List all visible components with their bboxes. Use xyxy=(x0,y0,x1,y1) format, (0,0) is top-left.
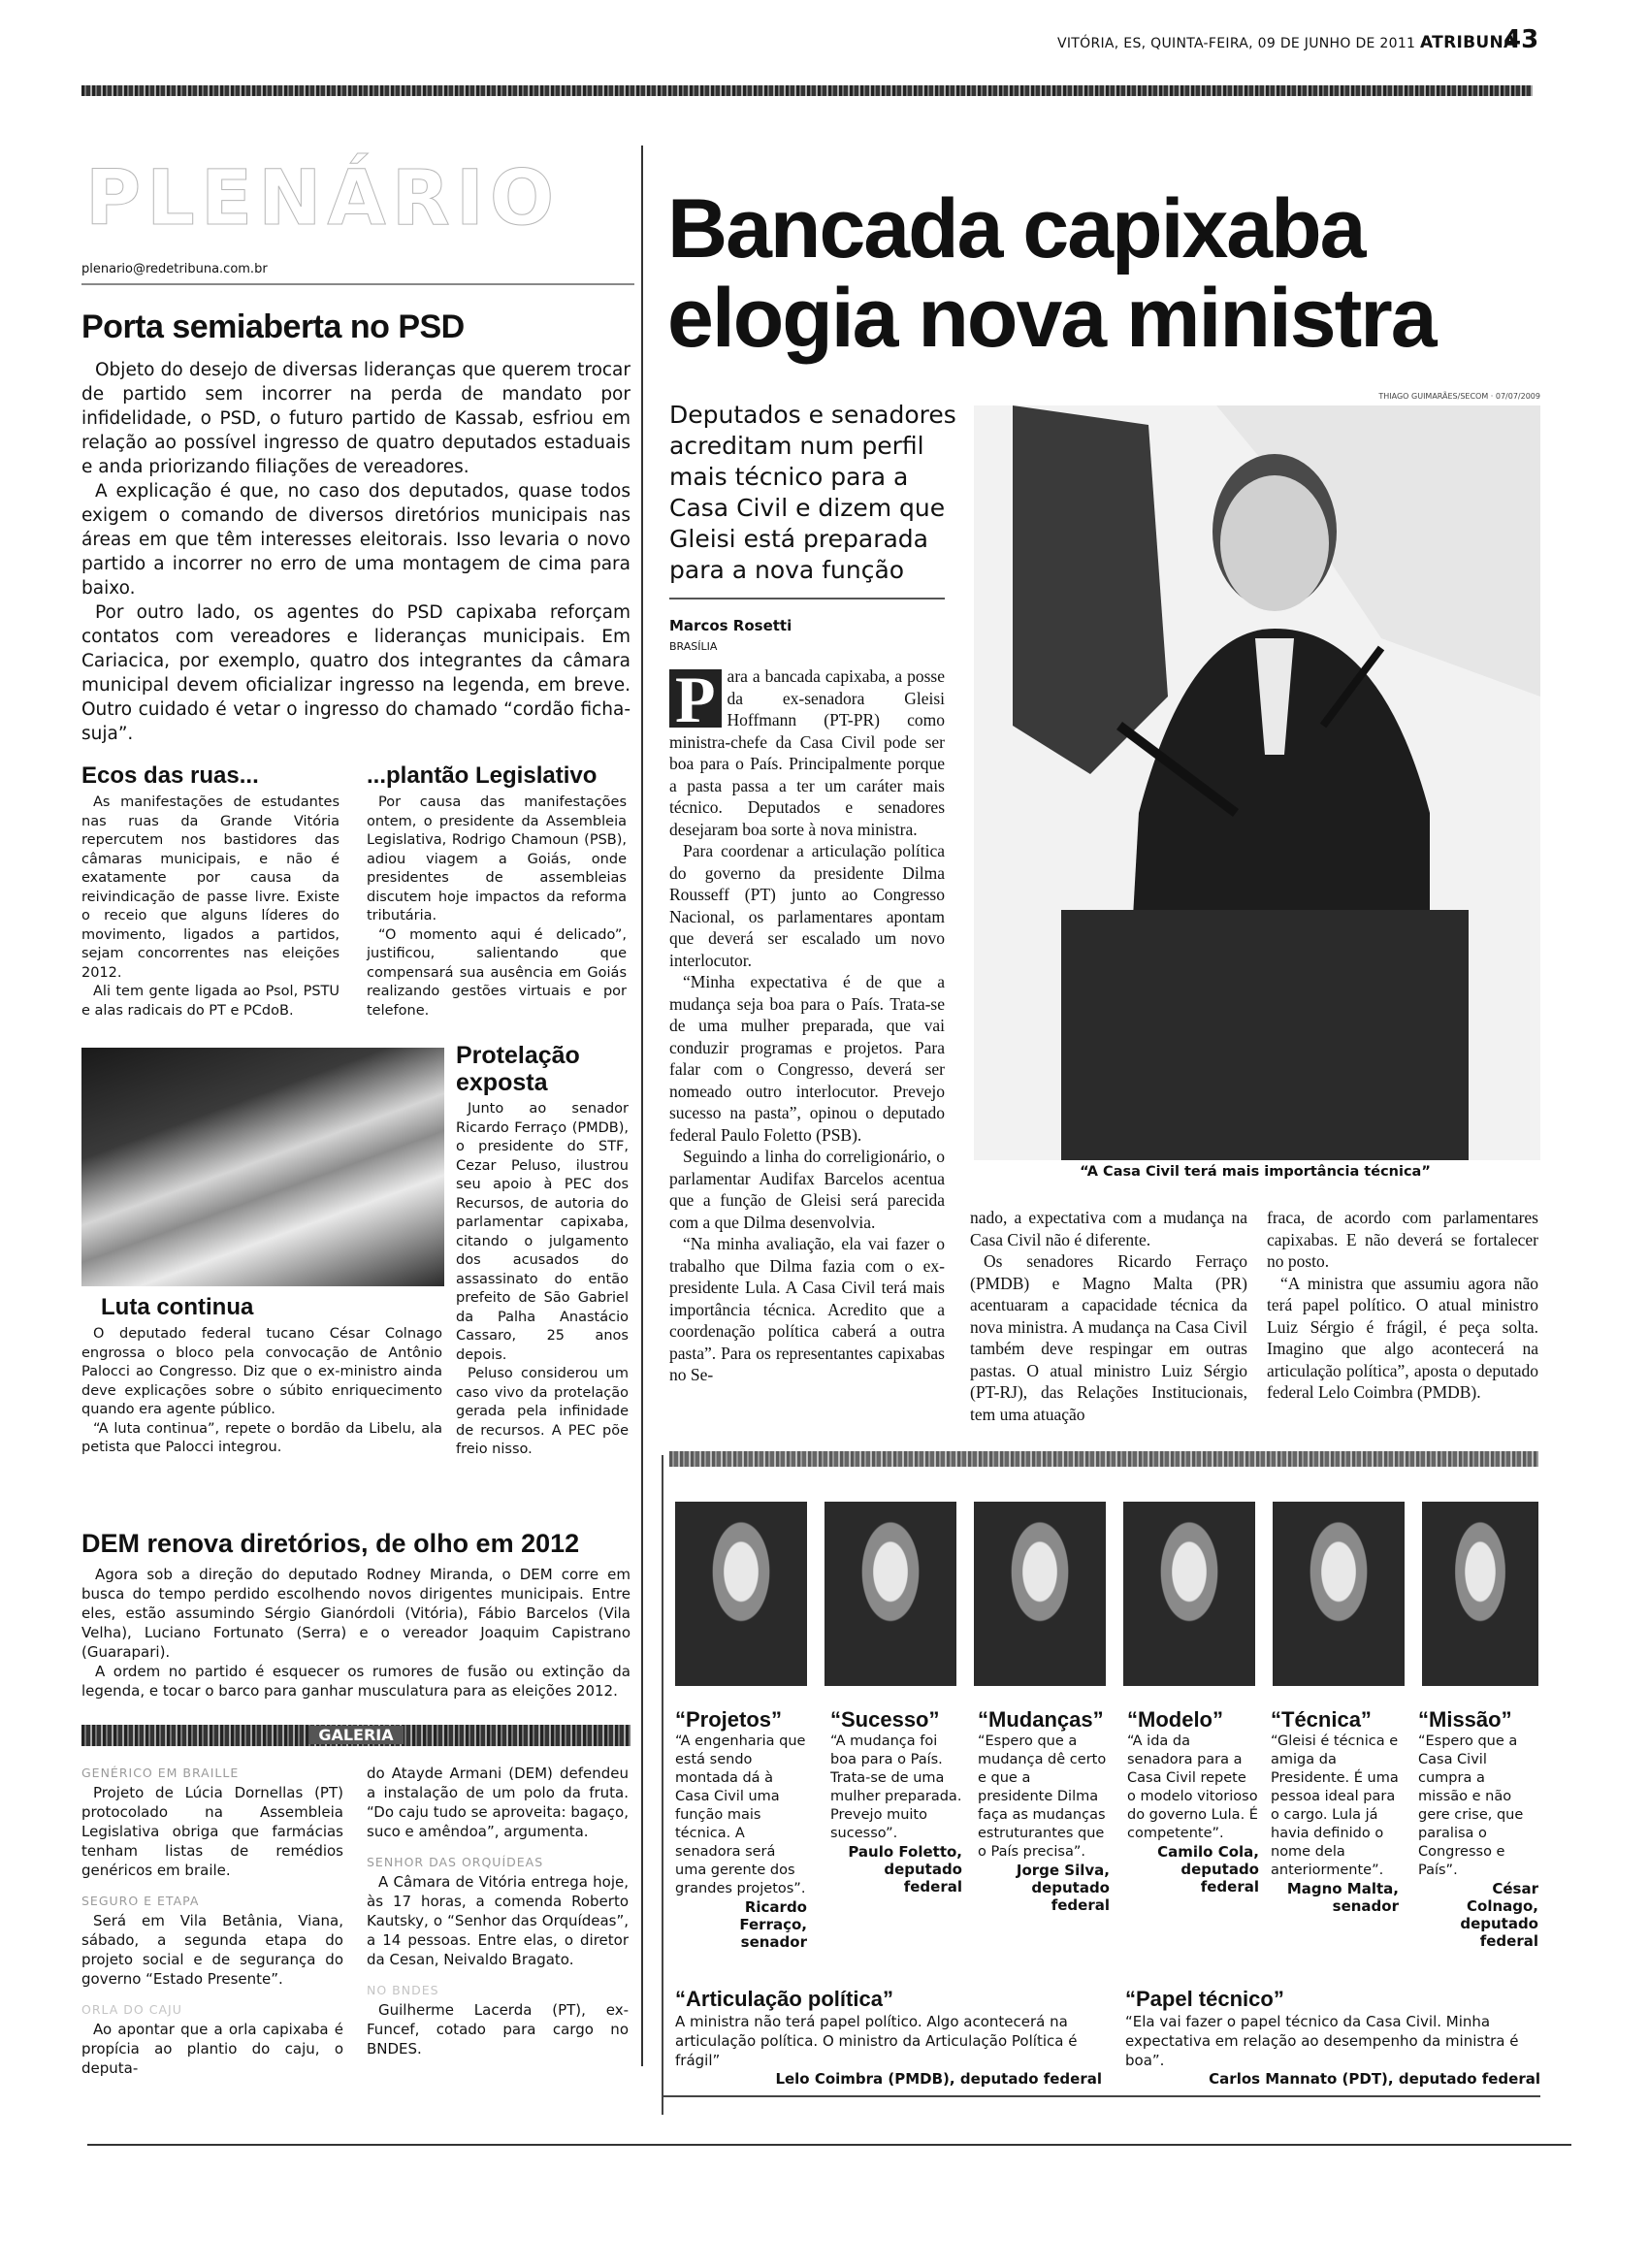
quote-text: “Ela vai fazer o papel técnico da Casa Civil. Minha expectativa em relação ao desempenho da ministra é boa”. xyxy=(1125,2013,1519,2069)
quote-name: Lelo Coimbra (PMDB), deputado federal xyxy=(775,2070,1102,2088)
main-column-2 xyxy=(970,1207,1247,1425)
quotes-box-left-rule xyxy=(662,1455,663,2115)
quote-name: Magno Malta, xyxy=(1286,1880,1399,1897)
dem-title: DEM renova diretórios, de olho em 2012 xyxy=(81,1529,580,1558)
main-paragraph: Seguindo a linha do correligionário, o parlamentar Audifax Barcelos acentua que a função de Gleisi será parecida com a que Dilma desenvolvia. xyxy=(669,1147,945,1232)
quote-sucesso xyxy=(830,1707,962,1895)
footer-rule xyxy=(87,2144,1571,2146)
column-divider xyxy=(641,146,643,2066)
quote-title: “Missão” xyxy=(1418,1707,1512,1732)
psd-paragraph: Objeto do desejo de diversas lideranças que querem trocar de partido sem incorrer na perda de mandato por infidelidade, o PSD, o futuro partido de Kassab, esfriou em relação ao possível ingresso de quatro deputados estaduais e anda priorizando filiações de vereadores. xyxy=(81,360,630,477)
psd-title: Porta semiaberta no PSD xyxy=(81,308,465,345)
main-paragraph: Os senadores Ricardo Ferraço (PMDB) e Magno Malta (PR) acentuaram a capacidade técnica da nova ministra. A mudança na Casa Civil também deve respingar em outras pastas. O atual ministro Luiz Sérgio (PT-RJ), das Relações Institucionais, tem uma atuação xyxy=(970,1251,1247,1424)
galeria-label: GALERIA xyxy=(308,1726,403,1744)
protelacao-paragraph: Junto ao senador Ricardo Ferraço (PMDB), o presidente do STF, Cezar Peluso, ilustrou seu apoio à PEC dos Recursos, de autoria do parlamentar capixaba, citando o julgamento dos acusados do assassinato do então prefeito de São Gabriel da Palha Anastácio Cassaro, 25 anos depois. xyxy=(456,1101,629,1363)
galeria-kicker: NO BNDES xyxy=(367,1983,439,1997)
main-column-3 xyxy=(1267,1207,1538,1404)
protelacao-paragraph: Peluso considerou um caso vivo da protelação gerada pela infinidade de recursos. A PEC põe freio nisso. xyxy=(456,1366,629,1457)
galeria-kicker: ORLA DO CAJU xyxy=(81,2002,182,2017)
byline-place: BRASÍLIA xyxy=(669,640,718,653)
main-photo xyxy=(974,405,1540,1160)
portrait-jorge-silva xyxy=(974,1502,1106,1686)
galeria-kicker: GENÉRICO EM BRAILLE xyxy=(81,1766,240,1780)
dateline xyxy=(1057,33,1516,52)
psd-paragraph: Por outro lado, os agentes do PSD capixaba reforçam contatos com vereadores e lideranças municipais. Em Cariacica, por exemplo, quatro dos integrantes da câmara municipal devem oficializar ingresso na legenda, em breve. Outro cuidado é vetar o ingresso do chamado “cordão ficha-suja”. xyxy=(81,602,630,744)
plantao-story xyxy=(367,762,627,1021)
quote-tecnica xyxy=(1271,1707,1399,1915)
galeria-kicker: SEGURO E ETAPA xyxy=(81,1894,200,1908)
header-rule xyxy=(81,85,1533,96)
dem-paragraph: A ordem no partido é esquecer os rumores de fusão ou extinção da legenda, e tocar o barco para ganhar musculatura para as eleições 2012. xyxy=(81,1663,630,1700)
dropcap: P xyxy=(669,669,722,728)
quote-text: “Espero que a mudança dê certo e que a presidente Dilma faça as mudanças estruturantes que o País precisa”. xyxy=(978,1733,1107,1860)
quote-title: “Articulação política” xyxy=(675,1987,893,2011)
main-paragraph: nado, a expectativa com a mudança na Casa Civil não é diferente. xyxy=(970,1208,1247,1249)
quote-name: Camilo Cola, xyxy=(1157,1843,1259,1861)
galeria-column-2 xyxy=(367,1764,629,2058)
galeria-kicker: SENHOR DAS ORQUÍDEAS xyxy=(367,1855,544,1869)
main-paragraph: “Minha expectativa é de que a mudança seja boa para o País. Trata-se de uma mulher preparada, que vai conduzir programas e projetos. Para falar com o Congresso, deverá ser nomeado outro interlocutor. Prevejo sucesso na pasta”, opinou o deputado federal Paulo Foletto (PSB). xyxy=(669,972,945,1145)
dem-paragraph: Agora sob a direção do deputado Rodney Miranda, o DEM corre em busca do tempo perdido escolhendo novos dirigentes municipais. Entre eles, estão assumindo Sérgio Gianórdoli (Vitória), Fábio Barcelos (Vila Velha), Luciano Fortunato (Serra) e o vereador Joaquim Capistrano (Guarapari). xyxy=(81,1566,630,1661)
quote-name: Jorge Silva, xyxy=(1016,1862,1110,1879)
portrait-magno-malta xyxy=(1273,1502,1405,1686)
portrait-ricardo-ferraco xyxy=(675,1502,807,1686)
byline: Marcos Rosetti xyxy=(669,617,792,634)
plantao-paragraph: Por causa das manifestações ontem, o presidente da Assembleia Legislativa, Rodrigo Chamoun (PSB), adiou viagem a Goiás, onde presidentes de assembleias discutem hoje impactos da reforma tributária. xyxy=(367,794,627,923)
page-number: 43 xyxy=(1504,25,1539,54)
luta-story xyxy=(81,1294,442,1458)
quote-title: “Papel técnico” xyxy=(1125,1987,1284,2011)
quote-title: “Projetos” xyxy=(675,1707,783,1732)
plenario-email[interactable]: plenario@redetribuna.com.br xyxy=(81,262,268,276)
plenario-logo: PLENÁRIO xyxy=(85,155,561,243)
newspaper-brand: ATRIBUNA xyxy=(1420,33,1517,52)
quote-name: Paulo Foletto, xyxy=(848,1843,962,1861)
quote-mudancas xyxy=(978,1707,1110,1914)
quote-title: “Mudanças” xyxy=(978,1707,1104,1732)
galeria-item: Ao apontar que a orla capixaba é propícia ao plantio do caju, o deputa- xyxy=(81,2021,343,2077)
portrait-paulo-foletto xyxy=(824,1502,956,1686)
quote-text: “A engenharia que está sendo montada dá à Casa Civil uma função mais técnica. A senadora será uma gerente dos grandes projetos”. xyxy=(675,1733,806,1896)
luta-title: Luta continua xyxy=(101,1294,254,1320)
ecos-paragraph: Ali tem gente ligada ao Psol, PSTU e alas radicais do PT e PCdoB. xyxy=(81,984,340,1019)
ecos-story xyxy=(81,762,340,1021)
luta-paragraph: O deputado federal tucano César Colnago engrossa o bloco pela convocação de Antônio Palocci ao Congresso. Diz que o ex-ministro ainda deve explicações sobre o súbito enriquecimento quando era agente público. xyxy=(81,1326,442,1417)
speaker-photo-svg xyxy=(974,405,1540,1160)
main-paragraph: “A ministra que assumiu agora não terá papel político. O atual ministro Luiz Sérgio é frágil, é peça solta. Imagino que algo acontecerá na articulação política”, aposta o deputado federal Lelo Coimbra (PMDB). xyxy=(1267,1273,1538,1402)
quotes-divider xyxy=(669,1451,1538,1467)
quote-name: Carlos Mannato (PDT), deputado federal xyxy=(1209,2070,1540,2088)
protelacao-title: Protelação exposta xyxy=(456,1042,580,1096)
plantao-title: ...plantão Legislativo xyxy=(367,762,598,789)
quote-role: deputado federal xyxy=(1460,1915,1538,1950)
galeria-item: Guilherme Lacerda (PT), ex-Funcef, cotado para cargo no BNDES. xyxy=(367,2001,629,2057)
ecos-paragraph: As manifestações de estudantes nas ruas da Grande Vitória repercutem nos bastidores das câmaras municipais, e não é exatamente por causa da reivindicação de passe livre. Existe o receio que alguns líderes do movimento, ligados a partidos, sejam concorrentes nas eleições 2012. xyxy=(81,794,340,981)
plantao-paragraph: “O momento aqui é delicado”, justificou, salientando que compensará sua ausência em Goiás realizando gestões virtuais e por telefone. xyxy=(367,926,627,1019)
quote-text: A ministra não terá papel político. Algo acontecerá na articulação política. O ministro da Articulação Política é frágil” xyxy=(675,2013,1078,2069)
quote-title: “Modelo” xyxy=(1127,1707,1223,1732)
plenario-rule xyxy=(81,283,634,285)
quote-role: senador xyxy=(1332,1897,1399,1915)
deck-rule xyxy=(669,598,945,599)
portrait-row xyxy=(669,1502,1538,1686)
dateline-text: VITÓRIA, ES, QUINTA-FEIRA, 09 DE JUNHO DE 2011 xyxy=(1057,36,1416,51)
quote-text: “A mudança foi boa para o País. Trata-se de uma mulher preparada. Prevejo muito sucesso”. xyxy=(830,1733,962,1841)
galeria-item: A Câmara de Vitória entrega hoje, às 17 horas, a comenda Roberto Kautsky, o “Senhor das Orquídeas”, a 14 pessoas. Entre elas, o diretor da Cesan, Neivaldo Bragato. xyxy=(367,1873,629,1968)
main-headline xyxy=(667,184,1540,363)
galeria-banner xyxy=(81,1725,630,1746)
galeria-item: Projeto de Lúcia Dornellas (PT) protocolado na Assembleia Legislativa obriga que farmácias tenham listas de remédios genéricos em braile. xyxy=(81,1784,343,1879)
main-paragraph: ara a bancada capixaba, a posse da ex-senadora Gleisi Hoffmann (PT-PR) como ministra-chefe da Casa Civil pode ser boa para o País. Principalmente porque a pasta passa a ter um caráter mais técnico. Deputados e senadores desejaram boa sorte à nova ministra. xyxy=(669,666,945,839)
quote-role: deputado federal xyxy=(884,1861,962,1895)
deck: Deputados e senadores acreditam num perfil mais técnico para a Casa Civil e dizem que Gleisi está preparada para a nova função xyxy=(669,401,956,584)
quote-title: “Técnica” xyxy=(1271,1707,1372,1732)
quote-papel-tecnico xyxy=(1125,1987,1540,2088)
quote-role: deputado federal xyxy=(1180,1861,1259,1895)
quote-role: deputado federal xyxy=(1031,1879,1110,1914)
galeria-column-1 xyxy=(81,1764,343,2078)
main-paragraph: fraca, de acordo com parlamentares capixabas. E não deverá se fortalecer no posto. xyxy=(1267,1208,1538,1271)
portrait-cesar-colnago xyxy=(1422,1502,1538,1686)
main-paragraph: “Na minha avaliação, ela vai fazer o trabalho que Dilma fazia com o ex-presidente Lula. A Casa Civil terá mais importância técnica. Acredito que a coordenação política caberá a outra pasta”. Para os representantes capixabas no Se- xyxy=(669,1234,945,1384)
quote-text: “Espero que a Casa Civil cumpra a missão e não gere crise, que paralisa o Congresso e País”. xyxy=(1418,1733,1524,1878)
psd-paragraph: A explicação é que, no caso dos deputados, quase todos exigem o comando de diversos diretórios municipais nas áreas em que têm interesses eleitorais. Isso levaria o novo partido a incorrer no erro de uma montagem de cima para baixo. xyxy=(81,481,630,599)
main-paragraph: Para coordenar a articulação política do governo da presidente Dilma Rousseff (PT) junto ao Congresso Nacional, os parlamentares apontam que deverá ser escalado um novo interlocutor. xyxy=(669,841,945,970)
photo-caption: “A Casa Civil terá mais importância técnica” xyxy=(1080,1164,1431,1180)
luta-paragraph: “A luta continua”, repete o bordão da Libelu, ala petista que Palocci integrou. xyxy=(81,1420,442,1455)
protelacao-story xyxy=(456,1042,629,1460)
quotes-box-bottom-rule xyxy=(662,2095,1540,2097)
headline-line-2: elogia nova ministra xyxy=(667,272,1436,365)
headline-line-1: Bancada capixaba xyxy=(667,182,1365,275)
quote-text: “Gleisi é técnica e amiga da Presidente. É uma pessoa ideal para o cargo. Lula já havia definido o nome dela anteriormente”. xyxy=(1271,1733,1399,1878)
photo-credit: THIAGO GUIMARÃES/SECOM · 07/07/2009 xyxy=(1378,392,1540,401)
main-column-1 xyxy=(669,665,945,1386)
quote-title: “Sucesso” xyxy=(830,1707,940,1732)
galeria-item: do Atayde Armani (DEM) defendeu a instalação de um polo da fruta. “Do caju tudo se aproveita: bagaço, suco e amêndoa”, argumenta. xyxy=(367,1765,629,1840)
quote-name: César Colnago, xyxy=(1467,1880,1538,1915)
galeria-item: Será em Vila Betânia, Viana, sábado, a segunda etapa do projeto social e de segurança do governo “Estado Presente”. xyxy=(81,1912,343,1988)
quote-projetos xyxy=(675,1707,807,1951)
quote-text: “A ida da senadora para a Casa Civil repete o modelo vitorioso do governo Lula. É competente”. xyxy=(1127,1733,1258,1841)
quote-modelo xyxy=(1127,1707,1259,1895)
quote-name: Ricardo Ferraço, xyxy=(739,1898,807,1933)
portrait-camilo-cola xyxy=(1123,1502,1255,1686)
psd-story xyxy=(81,308,630,746)
ecos-title: Ecos das ruas... xyxy=(81,762,259,789)
quote-role: senador xyxy=(740,1933,807,1951)
quote-articulacao xyxy=(675,1987,1102,2088)
paper-stack-photo xyxy=(81,1048,444,1286)
dem-story xyxy=(81,1529,630,1701)
quote-missao xyxy=(1418,1707,1538,1950)
